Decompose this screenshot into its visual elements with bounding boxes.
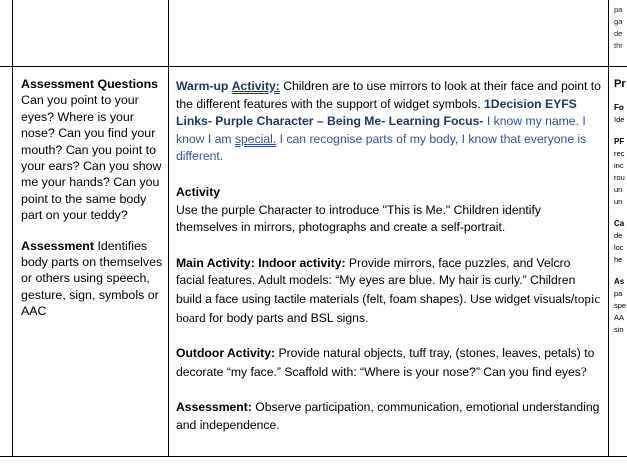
right-line: loc: [614, 243, 624, 252]
table-border-left: [12, 0, 13, 457]
learning-focus-a: I know my name. I know I am: [176, 114, 586, 146]
right-line: he: [614, 255, 623, 264]
table-border-col2: [608, 0, 609, 457]
right-ca: Ca: [614, 219, 625, 228]
right-clipped-cell: [614, 76, 627, 336]
assessment-questions-cell: [21, 76, 163, 320]
learning-focus-b: I can recognise parts of my body, I know that everyone is different.: [176, 131, 587, 164]
right-line: rec: [614, 149, 625, 158]
outdoor-activity-text: Provide natural objects, tuff tray, (stones, leaves, petals) to decorate “my face.” Scaffold with: “Where is your nose?” Can you find eyes: [176, 346, 595, 379]
activity-paragraph: [176, 184, 601, 237]
right-as: As: [614, 277, 625, 286]
outdoor-activity-paragraph: [176, 345, 601, 381]
outdoor-activity-label: Outdoor Activity:: [176, 346, 276, 361]
main-activity-tail: for body parts and BSL signs.: [205, 310, 369, 325]
warmup-text: Children are to use mirrors to look at their face and point to the different features with the support of widget symbols.: [176, 79, 601, 111]
activities-cell: [176, 78, 601, 435]
topic-board-text: topic board: [176, 290, 601, 325]
main-activity-text: Provide mirrors, face puzzles, and Velcro facial features. Adult models: “My eyes are blue. My hair is curly.” Children build a face using tactile materials (felt, foam shapes). Use widget visuals/: [176, 255, 576, 306]
activity-heading: Activity: [176, 184, 221, 199]
warmup-paragraph: [176, 78, 601, 166]
assessment-heading: Assessment: [21, 238, 95, 253]
main-activity-label: Main Activity: I: [176, 255, 262, 270]
right-line: pa: [614, 289, 623, 298]
activity-text: Use the purple Character to introduce "This is Me." Children identify themselves in mirrors, photographs and create a self-portrait.: [176, 202, 541, 235]
snippet-line: ga: [614, 17, 623, 26]
right-line: un: [614, 197, 623, 206]
assessment-paragraph: [176, 399, 601, 434]
right-line: un: [614, 185, 623, 194]
right-line: inc: [614, 161, 624, 170]
assessment-questions-text: Can you point to your eyes? Where is your nose? Can you find your mouth? Can you point to your ears? Can you show me your hands? Can you point to the same body part on your teddy?: [21, 93, 162, 223]
assessment-observe-text: Observe participation, communication, emotional understanding and independence.: [176, 400, 600, 432]
right-pf: PF: [614, 137, 625, 146]
special-word: special.: [234, 131, 277, 146]
table-row-divider: [0, 66, 627, 67]
snippet-line: thr: [614, 41, 623, 50]
right-ide: Ide: [614, 115, 625, 124]
right-fo: Fo: [614, 103, 624, 112]
decision-links: 1Decision EYFS Links- Purple Character – Being Me- Learning Focus-: [176, 96, 577, 129]
table-border-bottom: [0, 456, 627, 457]
assessment-questions-heading: Assessment Questions: [21, 77, 159, 91]
assessment-text: Identifies body parts on themselves or others using speech, gesture, sign, symbols or AAC: [21, 238, 163, 319]
top-right-cell-text: [614, 4, 623, 52]
snippet-line: pa: [614, 5, 623, 14]
assessment-label: Assessment:: [176, 400, 252, 415]
right-line: sin: [614, 325, 624, 334]
indoor-activity-label: ndoor activity:: [261, 255, 346, 270]
warmup-label: Warm-up: [176, 79, 229, 93]
main-activity-paragraph: [176, 255, 601, 327]
outdoor-question-mark: ?: [580, 363, 587, 379]
right-line: spe: [614, 301, 627, 310]
table-border-col1: [168, 0, 169, 457]
snippet-line: de: [614, 29, 623, 38]
right-line: AA: [614, 313, 625, 322]
right-heading: Pr: [614, 78, 626, 90]
warmup-link[interactable]: Activity:: [231, 79, 280, 93]
right-line: rou: [614, 173, 625, 182]
right-line: de: [614, 231, 623, 240]
